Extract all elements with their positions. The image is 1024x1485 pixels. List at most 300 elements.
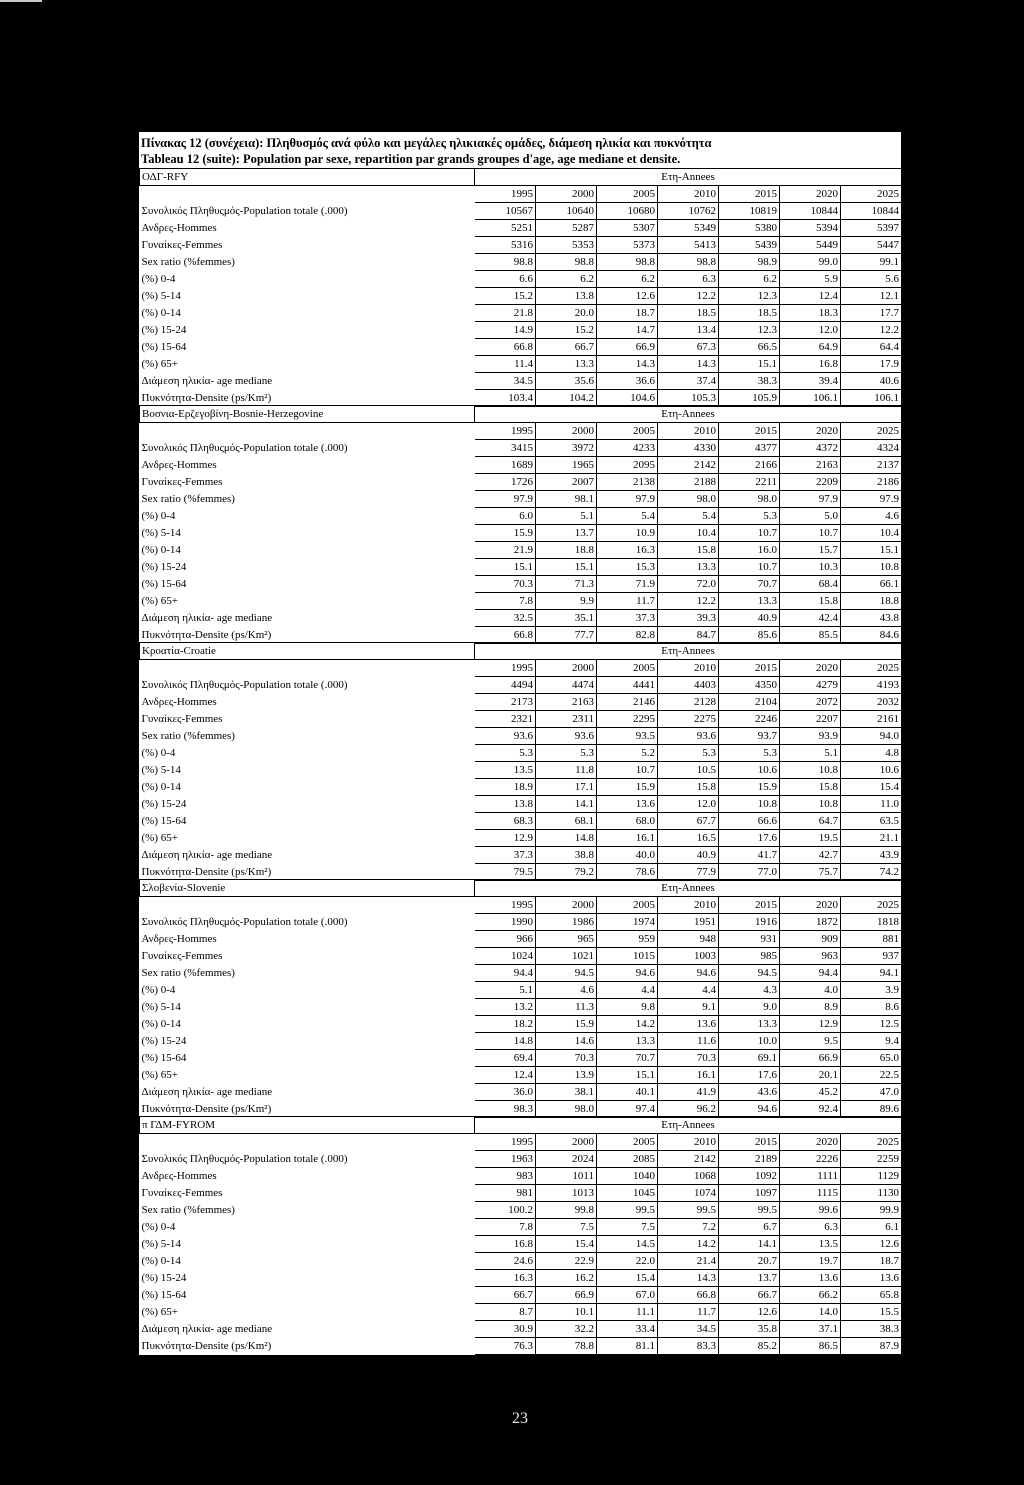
data-cell: 68.0 [597,813,658,830]
data-cell: 6.0 [475,508,536,525]
table-row [140,999,902,1016]
data-cell: 68.1 [536,813,597,830]
data-cell: 7.5 [597,1219,658,1236]
data-cell: 18.8 [841,593,902,610]
data-cell: 4279 [780,677,841,694]
data-cell: 2163 [780,457,841,474]
table-row [140,1151,902,1168]
data-cell: 4330 [658,440,719,457]
table-row [140,627,902,644]
data-cell: 13.5 [475,762,536,779]
table-row [140,1016,902,1033]
data-cell: 5349 [658,220,719,237]
data-cell: 14.0 [780,1304,841,1321]
blank-cell [140,1134,475,1151]
years-header: Ετη-Annees [475,169,902,186]
data-cell: 4233 [597,440,658,457]
data-cell: 36.0 [475,1084,536,1101]
data-cell: 10819 [719,203,780,220]
table-row [140,762,902,779]
data-cell: 94.0 [841,728,902,745]
document-page [138,131,902,1356]
data-cell: 12.1 [841,288,902,305]
data-cell: 13.3 [597,1033,658,1050]
data-cell: 70.3 [475,576,536,593]
data-cell: 6.1 [841,1219,902,1236]
year-column-header: 2020 [780,186,841,203]
data-cell: 66.7 [475,1287,536,1304]
data-cell: 10.8 [780,762,841,779]
year-column-header: 2000 [536,1134,597,1151]
data-cell: 5.3 [719,745,780,762]
year-column-header: 2025 [841,1134,902,1151]
data-cell: 12.6 [719,1304,780,1321]
table-row [140,322,902,339]
data-cell: 2186 [841,474,902,491]
data-cell: 6.2 [597,271,658,288]
data-cell: 15.1 [597,1067,658,1084]
data-cell: 1986 [536,914,597,931]
data-cell: 45.2 [780,1084,841,1101]
data-cell: 70.3 [658,1050,719,1067]
data-cell: 2321 [475,711,536,728]
data-cell: 66.7 [536,339,597,356]
blank-cell [140,423,475,440]
table-row [140,1050,902,1067]
data-cell: 5380 [719,220,780,237]
data-cell: 2142 [658,1151,719,1168]
data-cell: 37.3 [597,610,658,627]
data-cell: 10.7 [597,762,658,779]
table-row [140,711,902,728]
year-column-header: 2015 [719,186,780,203]
row-label: (%) 0-14 [141,781,181,793]
table-row [140,1338,902,1355]
data-cell: 97.4 [597,1101,658,1118]
data-cell: 16.8 [780,356,841,373]
country-block [139,1116,902,1355]
table-row [140,982,902,999]
data-cell: 66.8 [475,339,536,356]
year-column-header: 2010 [658,897,719,914]
data-cell: 14.9 [475,322,536,339]
data-cell: 10762 [658,203,719,220]
table-row [140,305,902,322]
data-cell: 99.8 [536,1202,597,1219]
country-name: ΟΔΓ-RFY [140,169,475,186]
data-cell: 1045 [597,1185,658,1202]
data-cell: 1097 [719,1185,780,1202]
row-label: (%) 0-14 [141,544,181,556]
row-label: Πυκνότητα-Densite (ps/Km²) [141,1103,272,1115]
year-column-header: 2020 [780,897,841,914]
table-row [140,203,902,220]
data-cell: 81.1 [597,1338,658,1355]
data-cell: 7.2 [658,1219,719,1236]
data-cell: 5.4 [658,508,719,525]
data-cell: 881 [841,931,902,948]
data-cell: 66.9 [536,1287,597,1304]
data-cell: 34.5 [658,1321,719,1338]
table-row [140,1321,902,1338]
data-cell: 66.7 [719,1287,780,1304]
row-label: Διάμεση ηλικία- age mediane [141,612,273,624]
data-cell: 98.9 [719,254,780,271]
data-cell: 98.3 [475,1101,536,1118]
data-cell: 105.3 [658,390,719,407]
table-row [140,864,902,881]
data-cell: 2085 [597,1151,658,1168]
row-label: (%) 15-64 [141,1289,187,1301]
data-cell: 35.6 [536,373,597,390]
data-cell: 43.8 [841,610,902,627]
data-cell: 41.7 [719,847,780,864]
table-row [140,271,902,288]
data-cell: 12.5 [841,1016,902,1033]
data-cell: 22.9 [536,1253,597,1270]
data-cell: 38.3 [719,373,780,390]
data-cell: 67.7 [658,813,719,830]
data-cell: 2137 [841,457,902,474]
data-cell: 10844 [780,203,841,220]
data-cell: 99.5 [658,1202,719,1219]
row-label: Sex ratio (%femmes) [141,1204,235,1216]
year-column-header: 2005 [597,660,658,677]
table-row [140,1185,902,1202]
data-cell: 9.0 [719,999,780,1016]
row-label: Διάμεση ηλικία- age mediane [141,1086,273,1098]
data-cell: 4.3 [719,982,780,999]
data-cell: 98.0 [536,1101,597,1118]
year-column-header: 2010 [658,186,719,203]
data-cell: 1990 [475,914,536,931]
data-cell: 13.3 [719,593,780,610]
data-cell: 98.8 [597,254,658,271]
table-row [140,813,902,830]
data-cell: 104.6 [597,390,658,407]
data-cell: 11.0 [841,796,902,813]
data-cell: 18.8 [536,542,597,559]
table-row [140,1219,902,1236]
data-cell: 5413 [658,237,719,254]
data-cell: 5.3 [475,745,536,762]
data-cell: 70.7 [597,1050,658,1067]
year-column-header: 2005 [597,897,658,914]
data-cell: 12.9 [475,830,536,847]
data-cell: 12.2 [841,322,902,339]
year-column-header: 2005 [597,423,658,440]
data-cell: 2104 [719,694,780,711]
data-cell: 1965 [536,457,597,474]
data-cell: 5251 [475,220,536,237]
row-label: Sex ratio (%femmes) [141,730,235,742]
data-cell: 12.2 [658,593,719,610]
data-cell: 13.3 [536,356,597,373]
data-cell: 2295 [597,711,658,728]
row-label: (%) 65+ [141,595,178,607]
row-label: (%) 15-64 [141,1052,187,1064]
table-row [140,1202,902,1219]
data-cell: 89.6 [841,1101,902,1118]
row-label: (%) 65+ [141,1306,178,1318]
row-label: (%) 15-24 [141,1035,187,1047]
data-cell: 13.7 [536,525,597,542]
table-row [140,677,902,694]
table-row [140,914,902,931]
data-cell: 16.0 [719,542,780,559]
data-cell: 15.1 [841,542,902,559]
row-label: (%) 5-14 [141,527,181,539]
data-cell: 94.6 [658,965,719,982]
title-french: Tableau 12 (suite): Population par sexe, repartition par grands groupes d'age, age mediane et densite. [141,152,681,166]
year-column-header: 2020 [780,660,841,677]
data-cell: 75.7 [780,864,841,881]
year-column-header: 2000 [536,186,597,203]
data-cell: 47.0 [841,1084,902,1101]
data-cell: 1068 [658,1168,719,1185]
years-header: Ετη-Annees [475,643,902,660]
data-cell: 93.6 [475,728,536,745]
row-label: (%) 5-14 [141,764,181,776]
data-cell: 3.9 [841,982,902,999]
data-cell: 15.5 [841,1304,902,1321]
data-cell: 10.6 [719,762,780,779]
data-cell: 10.4 [841,525,902,542]
data-cell: 1726 [475,474,536,491]
data-cell: 78.6 [597,864,658,881]
row-label: Διάμεση ηλικία- age mediane [141,849,273,861]
year-column-header: 2025 [841,897,902,914]
year-column-header: 2010 [658,660,719,677]
data-cell: 99.6 [780,1202,841,1219]
data-cell: 15.1 [475,559,536,576]
row-label: Πυκνότητα-Densite (ps/Km²) [141,629,272,641]
table-row [140,1067,902,1084]
table-row [140,830,902,847]
data-cell: 12.4 [475,1067,536,1084]
data-cell: 7.5 [536,1219,597,1236]
data-cell: 98.8 [658,254,719,271]
table-row [140,508,902,525]
data-cell: 11.7 [597,593,658,610]
data-cell: 17.6 [719,1067,780,1084]
data-cell: 65.0 [841,1050,902,1067]
row-label: (%) 15-24 [141,1272,187,1284]
country-block [139,879,902,1118]
data-cell: 39.3 [658,610,719,627]
table-row [140,965,902,982]
data-cell: 10.4 [658,525,719,542]
row-label: (%) 5-14 [141,290,181,302]
year-column-header: 2000 [536,423,597,440]
data-cell: 10.5 [658,762,719,779]
data-cell: 1974 [597,914,658,931]
data-cell: 15.8 [658,542,719,559]
data-cell: 22.0 [597,1253,658,1270]
data-cell: 1015 [597,948,658,965]
data-cell: 2128 [658,694,719,711]
data-cell: 106.1 [780,390,841,407]
data-cell: 15.8 [658,779,719,796]
data-cell: 69.1 [719,1050,780,1067]
data-cell: 2024 [536,1151,597,1168]
data-cell: 1872 [780,914,841,931]
data-cell: 67.0 [597,1287,658,1304]
data-cell: 93.7 [719,728,780,745]
data-cell: 20.7 [719,1253,780,1270]
data-cell: 12.6 [597,288,658,305]
data-cell: 71.3 [536,576,597,593]
year-column-header: 2005 [597,1134,658,1151]
year-column-header: 2015 [719,660,780,677]
data-cell: 2259 [841,1151,902,1168]
data-cell: 78.8 [536,1338,597,1355]
table-row [140,847,902,864]
data-cell: 97.9 [780,491,841,508]
table-row [140,1270,902,1287]
data-cell: 5316 [475,237,536,254]
data-cell: 20.1 [780,1067,841,1084]
table-row [140,1287,902,1304]
data-cell: 5.3 [658,745,719,762]
corner-mark [0,0,42,2]
data-cell: 4.6 [536,982,597,999]
data-cell: 99.1 [841,254,902,271]
data-cell: 15.3 [597,559,658,576]
table-row [140,694,902,711]
row-label: (%) 15-24 [141,324,187,336]
data-cell: 66.1 [841,576,902,593]
data-cell: 39.4 [780,373,841,390]
data-cell: 2032 [841,694,902,711]
data-cell: 16.1 [597,830,658,847]
row-label: (%) 15-24 [141,798,187,810]
data-cell: 981 [475,1185,536,1202]
data-cell: 15.4 [597,1270,658,1287]
years-header: Ετη-Annees [475,880,902,897]
data-cell: 14.3 [658,356,719,373]
year-column-header: 1995 [475,423,536,440]
data-cell: 10640 [536,203,597,220]
data-cell: 82.8 [597,627,658,644]
data-cell: 1130 [841,1185,902,1202]
row-label: (%) 65+ [141,832,178,844]
data-cell: 37.1 [780,1321,841,1338]
data-cell: 83.3 [658,1338,719,1355]
row-label: Γυναίκες-Femmes [141,1187,223,1199]
data-cell: 79.5 [475,864,536,881]
data-cell: 14.7 [597,322,658,339]
data-cell: 4.0 [780,982,841,999]
table-row [140,440,902,457]
data-cell: 68.4 [780,576,841,593]
row-label: Πυκνότητα-Densite (ps/Km²) [141,392,272,404]
data-cell: 94.6 [719,1101,780,1118]
data-cell: 931 [719,931,780,948]
data-cell: 94.4 [475,965,536,982]
row-label: (%) 15-64 [141,341,187,353]
data-cell: 41.9 [658,1084,719,1101]
data-cell: 40.9 [658,847,719,864]
row-label: (%) 0-4 [141,747,176,759]
data-cell: 9.1 [658,999,719,1016]
country-block [139,405,902,644]
data-cell: 6.3 [658,271,719,288]
table-row [140,1304,902,1321]
data-cell: 18.7 [841,1253,902,1270]
data-cell: 963 [780,948,841,965]
data-cell: 5449 [780,237,841,254]
row-label: (%) 0-4 [141,273,176,285]
table-row [140,373,902,390]
data-cell: 64.9 [780,339,841,356]
blank-cell [140,897,475,914]
data-cell: 77.0 [719,864,780,881]
year-column-header: 2000 [536,660,597,677]
data-cell: 13.6 [780,1270,841,1287]
data-cell: 93.9 [780,728,841,745]
data-cell: 93.6 [658,728,719,745]
data-cell: 10.0 [719,1033,780,1050]
table-row [140,288,902,305]
data-cell: 15.2 [536,322,597,339]
data-cell: 959 [597,931,658,948]
data-cell: 16.2 [536,1270,597,1287]
year-column-header: 2015 [719,1134,780,1151]
data-cell: 99.5 [719,1202,780,1219]
data-cell: 21.1 [841,830,902,847]
row-label: Γυναίκες-Femmes [141,239,223,251]
data-cell: 7.8 [475,593,536,610]
data-cell: 8.7 [475,1304,536,1321]
data-cell: 5.2 [597,745,658,762]
country-block [139,168,902,407]
data-cell: 9.4 [841,1033,902,1050]
data-cell: 12.3 [719,288,780,305]
table-row [140,610,902,627]
data-cell: 65.8 [841,1287,902,1304]
data-cell: 15.9 [475,525,536,542]
row-label: (%) 65+ [141,358,178,370]
data-cell: 5.6 [841,271,902,288]
data-cell: 97.9 [841,491,902,508]
data-cell: 98.0 [658,491,719,508]
data-cell: 2275 [658,711,719,728]
data-cell: 1111 [780,1168,841,1185]
data-cell: 5397 [841,220,902,237]
row-label: Ανδρες-Hommes [141,933,217,945]
data-cell: 18.9 [475,779,536,796]
data-cell: 10.7 [780,525,841,542]
data-cell: 77.7 [536,627,597,644]
data-cell: 66.9 [597,339,658,356]
data-cell: 19.5 [780,830,841,847]
data-cell: 985 [719,948,780,965]
data-cell: 94.4 [780,965,841,982]
data-cell: 13.8 [475,796,536,813]
data-cell: 2188 [658,474,719,491]
data-cell: 4324 [841,440,902,457]
row-label: Γυναίκες-Femmes [141,713,223,725]
data-cell: 937 [841,948,902,965]
data-cell: 15.8 [780,593,841,610]
data-cell: 98.1 [536,491,597,508]
row-label: (%) 15-64 [141,578,187,590]
table-row [140,1084,902,1101]
data-cell: 6.3 [780,1219,841,1236]
row-label: Γυναίκες-Femmes [141,476,223,488]
data-cell: 103.4 [475,390,536,407]
